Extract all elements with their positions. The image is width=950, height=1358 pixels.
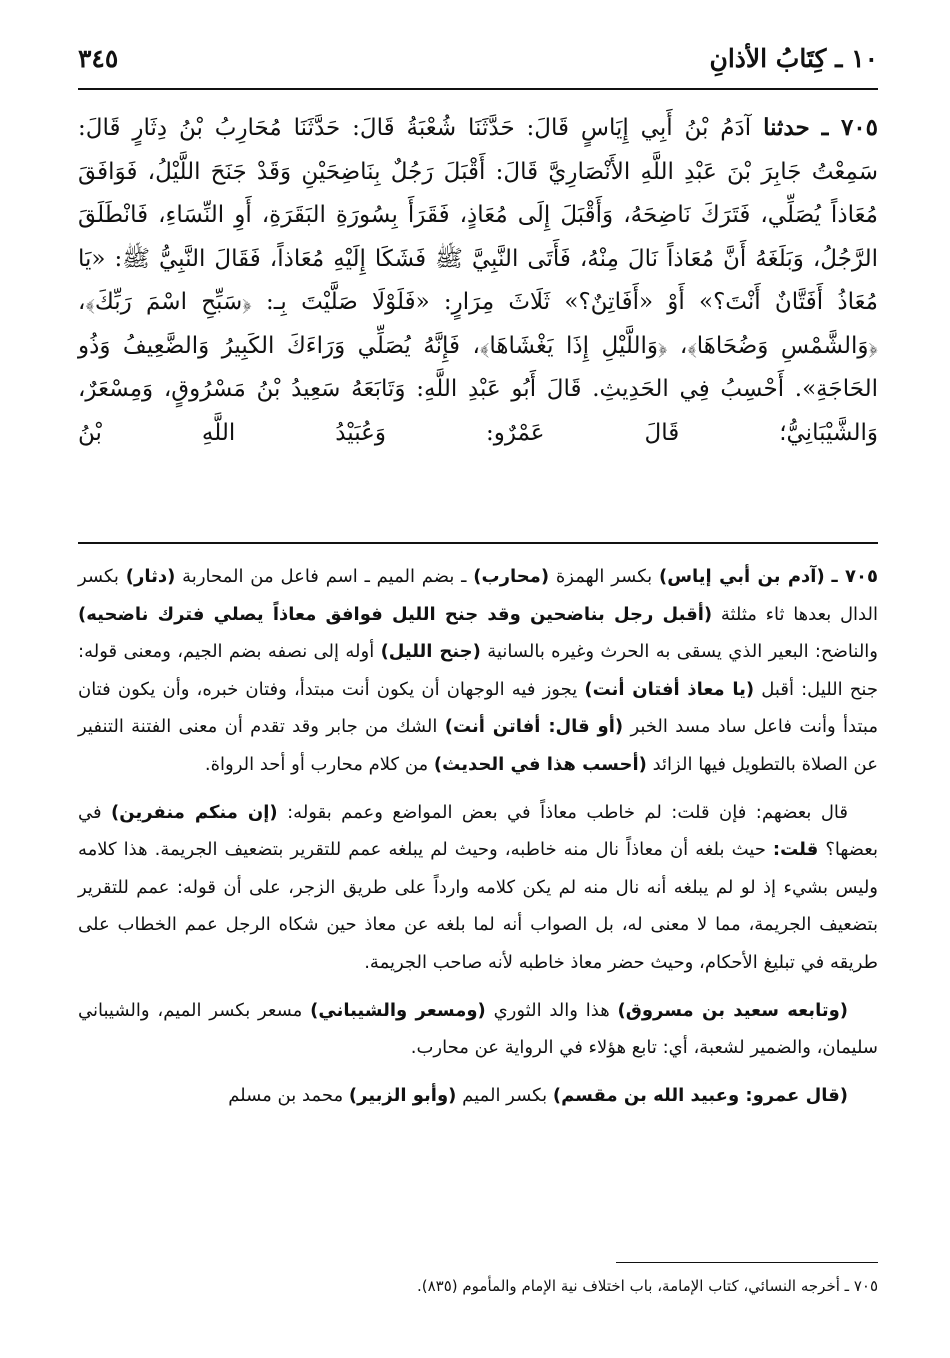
bold-term: (آدم بن أبي إياس) xyxy=(658,566,825,587)
footnote-divider xyxy=(616,1262,878,1263)
bold-term: (قال عمرو: وعبيد الله بن مقسم) xyxy=(552,1084,848,1106)
commentary-text: الشك من جابر وقد تقدم أن معنى الفتنة التنفير عن الصلاة بالتطويل فيها الزائد xyxy=(78,716,878,775)
book-page xyxy=(78,40,878,1340)
commentary-paragraph-1 xyxy=(78,558,878,784)
commentary-text: بكسر الميم xyxy=(462,1084,548,1106)
commentary-text: في بعضها؟ xyxy=(78,801,878,861)
commentary-paragraph-4 xyxy=(78,1077,878,1115)
commentary-paragraph-2 xyxy=(78,794,878,982)
bold-term: (وتابعه سعيد بن مسروق) xyxy=(617,999,848,1021)
bold-term: (محارب) xyxy=(473,566,550,587)
commentary-paragraph-3 xyxy=(78,992,878,1067)
bold-term: (أحسب هذا في الحديث) xyxy=(433,753,647,775)
commentary-text: قال بعضهم: فإن قلت: لم خاطب معاذاً في بعض المواضع وعمم بقوله: xyxy=(287,801,848,823)
commentary xyxy=(78,558,878,1124)
commentary-number: ٧٠٥ ـ xyxy=(831,566,878,587)
bold-term: (أو قال: أفاتن أنت) xyxy=(444,716,624,738)
chapter-title: ١٠ ـ كِتَابُ الأذانِ xyxy=(709,44,878,73)
bold-term: (يا معاذ أفتان أنت) xyxy=(584,678,755,700)
commentary-divider xyxy=(78,542,878,544)
commentary-text: حيث بلغه أن معاذاً نال منه خاطبه، وحيث لم يبلغه عمم للتقرير بتضعيف الجريمة. هذا كلامه وليس بشيء إذ لو لم يبلغه أنه نال منه لم يكن كلامه وارداً على طريق الزجر، على أن قوله: عمم للتقرير بتضعيف الجريمة، مما لا معنى له، بل الصواب أنه لما بلغه عن معاذ حين شكاه الرجل عمم الخطاب على طريقه في تبليغ الأحكام، وحيث حضر معاذ خاطبه لأنه صاحب الجريمة. xyxy=(78,839,878,973)
footnote: ٧٠٥ ـ أخرجه النسائي، كتاب الإمامة، باب اختلاف نية الإمام والمأموم (٨٣٥). xyxy=(416,1277,878,1295)
commentary-text: بكسر الهمزة xyxy=(555,566,653,587)
bold-term: قلت: xyxy=(772,839,819,861)
commentary-text: مسعر بكسر الميم، والشيباني سليمان، والضمير لشعبة، أي: تابع هؤلاء في الرواية عن محارب. xyxy=(78,999,878,1059)
page-number: ٣٤٥ xyxy=(78,44,119,73)
bold-term: (إن منكم منفرين) xyxy=(111,801,278,823)
commentary-text: والناضح: البعير الذي يسقى به الحرث وغيره بالسانية xyxy=(487,641,878,663)
hadith-number: ٧٠٥ ـ xyxy=(821,114,878,141)
commentary-text: بكسر الدال بعدها ثاء مثلثة xyxy=(78,566,878,625)
bold-term: (أقبل رجل بناضحين وقد جنح الليل فوافق معاذاً يصلي فترك ناضحيه) xyxy=(78,603,713,625)
bold-term: (وأبو الزبير) xyxy=(348,1084,457,1106)
bold-term: (دثار) xyxy=(125,566,176,587)
commentary-text: أوله إلى نصفه بضم الجيم، ومعنى قوله: جنح الليل: أقبل xyxy=(78,641,878,700)
hadith-body: آدَمُ بْنُ أَبِي إِيَاسٍ قَالَ: حَدَّثَنَا شُعْبَةُ قَالَ: حَدَّثَنَا مُحَارِبُ بْنُ دِثَارٍ قَالَ: سَمِعْتُ جَابِرَ بْنَ عَبْدِ اللَّهِ الأَنْصَارِيَّ قَالَ: أَقْبَلَ رَجُلٌ بِنَاضِحَيْنِ وَقَدْ جَنَحَ اللَّيْلُ، فَوَافَقَ مُعَاذاً يُصَلِّي، فَتَرَكَ نَاضِحَهُ، وَأَقْبَلَ إِلَى مُعَاذٍ، فَقَرَأَ بِسُورَةِ البَقَرَةِ، أَوِ النِّسَاءِ، فَانْطَلَقَ الرَّجُلُ، وَبَلَغَهُ أَنَّ مُعَاذاً نَالَ مِنْهُ، فَأَتَى النَّبِيَّ ﷺ فَشَكَا إِلَيْهِ مُعَاذاً، فَقَالَ النَّبِيُّ ﷺ: «يَا مُعَاذُ أَفَتَّانٌ أَنْتَ؟» أَوْ «أَفَاتِنٌ؟» ثَلَاثَ مِرَارٍ: «فَلَوْلَا صَلَّيْتَ بِـ: ﴿سَبِّحِ اسْمَ رَبِّكَ﴾، ﴿وَالشَّمْسِ وَضُحَاهَا﴾، ﴿وَاللَّيْلِ إِذَا يَغْشَاهَا﴾، فَإِنَّهُ يُصَلِّي وَرَاءَكَ الكَبِيرُ وَالضَّعِيفُ وَذُو الحَاجَةِ». أَحْسِبُ فِي الحَدِيثِ. قَالَ أَبُو عَبْدِ اللَّهِ: وَتَابَعَهُ سَعِيدُ بْنُ مَسْرُوقٍ، وَمِسْعَرٌ، وَالشَّيْبَانِيُّ؛ قَالَ عَمْرٌو: وَعُبَيْدُ اللَّهِ بْنُ xyxy=(78,115,878,446)
header-divider xyxy=(78,88,878,90)
page-header xyxy=(78,40,878,84)
commentary-text: هذا والد الثوري xyxy=(493,999,610,1021)
hadith-text xyxy=(78,106,878,455)
hadith-lead-word: حدثنا xyxy=(763,114,810,141)
commentary-text: يجوز فيه الوجهان أن يكون أنت مبتدأ، وفتان خبره، وأن يكون فتان مبتدأ وأنت فاعل ساد مسد الخبر xyxy=(78,678,878,738)
bold-term: (ومسعر والشيباني) xyxy=(310,999,486,1021)
commentary-text: من كلام محارب أو أحد الرواة. xyxy=(204,753,429,775)
commentary-text: محمد بن مسلم xyxy=(228,1084,344,1106)
bold-term: (جنح الليل) xyxy=(380,641,481,663)
commentary-text: ـ بضم الميم ـ اسم فاعل من المحاربة xyxy=(182,566,467,587)
